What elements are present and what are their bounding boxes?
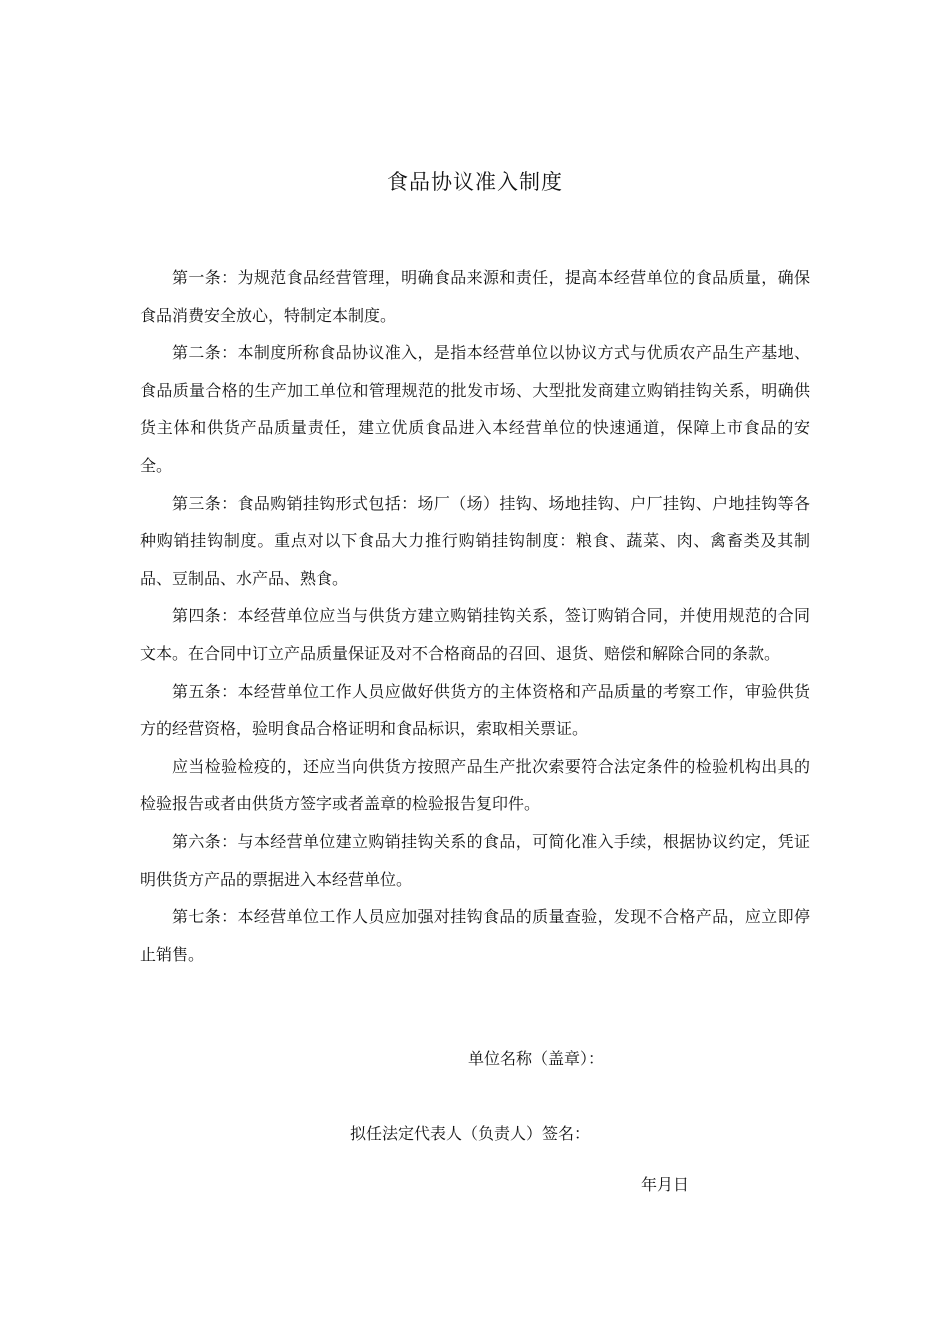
article-1-paragraph: 第一条：为规范食品经营管理，明确食品来源和责任，提高本经营单位的食品质量，确保食品消费安全放心，特制定本制度。 bbox=[140, 268, 810, 325]
representative-signature-label: 拟任法定代表人（负责人）签名： bbox=[350, 1124, 591, 1143]
article-7-paragraph: 第七条：本经营单位工作人员应加强对挂钩食品的质量查验，发现不合格产品，应立即停止销售。 bbox=[140, 907, 810, 964]
article-2-paragraph: 第二条：本制度所称食品协议准入，是指本经营单位以协议方式与优质农产品生产基地、食品质量合格的生产加工单位和管理规范的批发市场、大型批发商建立购销挂钩关系，明确供货主体和供货产品质量责任，建立优质食品进入本经营单位的快速通道，保障上市食品的安全。 bbox=[140, 343, 810, 475]
article-3-paragraph: 第三条：食品购销挂钩形式包括：场厂（场）挂钩、场地挂钩、户厂挂钩、户地挂钩等各种购销挂钩制度。重点对以下食品大力推行购销挂钩制度：粮食、蔬菜、肉、禽畜类及其制品、豆制品、水产品、熟食。 bbox=[140, 493, 810, 588]
article-5-paragraph: 第五条：本经营单位工作人员应做好供货方的主体资格和产品质量的考察工作，审验供货方的经营资格，验明食品合格证明和食品标识，索取相关票证。 bbox=[140, 681, 810, 739]
unit-name-seal-label: 单位名称（盖章）： bbox=[468, 1049, 605, 1068]
date-label: 年月日 bbox=[641, 1175, 690, 1194]
article-5-continuation-paragraph: 应当检验检疫的，还应当向供货方按照产品生产批次索要符合法定条件的检验机构出具的检验报告或者由供货方签字或者盖章的检验报告复印件。 bbox=[140, 756, 810, 814]
article-4-paragraph: 第四条：本经营单位应当与供货方建立购销挂钩关系，签订购销合同，并使用规范的合同文本。在合同中订立产品质量保证及对不合格商品的召回、退货、赔偿和解除合同的条款。 bbox=[140, 606, 810, 663]
document-title: 食品协议准入制度 bbox=[387, 170, 563, 194]
document-body bbox=[140, 259, 810, 973]
article-6-paragraph: 第六条：与本经营单位建立购销挂钩关系的食品，可简化准入手续，根据协议约定，凭证明供货方产品的票据进入本经营单位。 bbox=[140, 831, 810, 889]
